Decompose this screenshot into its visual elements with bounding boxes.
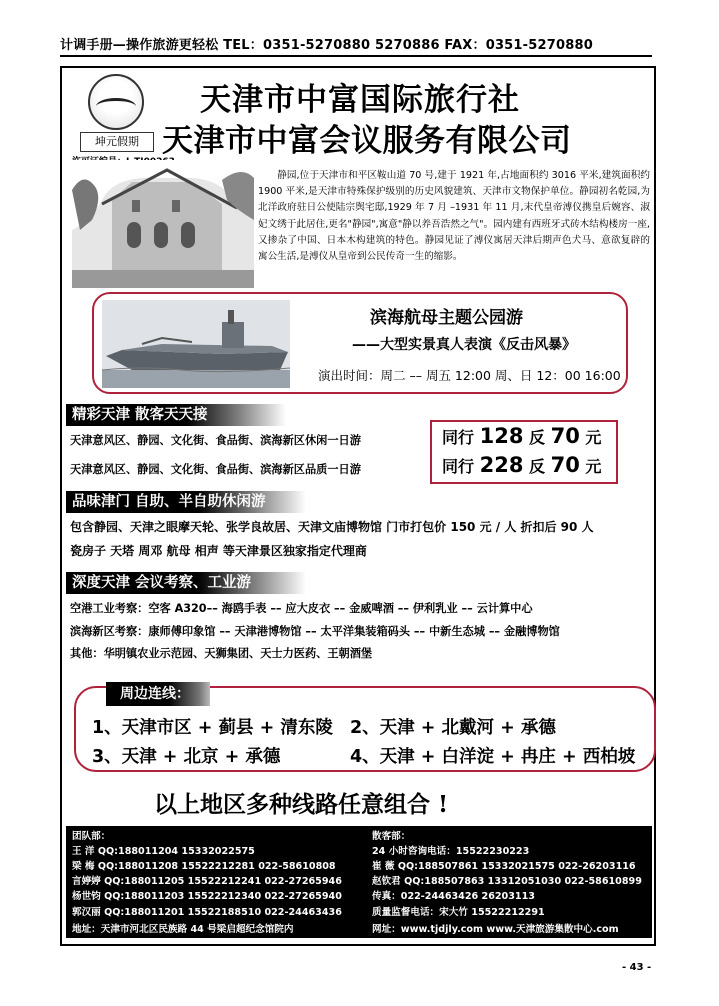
contact-row: 言婷婷 QQ:188011205 15522212241 022-27265946 <box>72 876 342 887</box>
contact-row: 王 洋 QQ:188011204 15332022575 <box>72 846 255 857</box>
quality-hotline: 质量监督电话：宋大竹 15522212291 <box>372 907 545 918</box>
company-title-1: 天津市中富国际旅行社 <box>200 82 520 118</box>
agent-line: 瓷房子 天塔 周邓 航母 相声 等天津景区独家指定代理商 <box>70 544 367 558</box>
jingyuan-photo <box>72 160 254 288</box>
section-heading-business-tours: 深度天津 会议考察、工业游 <box>66 572 306 594</box>
show-time: 演出时间：周二 –– 周五 12:00 周、日 12：00 16:00 <box>318 368 621 383</box>
tour-quality-line: 天津意风区、静园、文化街、食品街、滨海新区品质一日游 <box>70 463 361 476</box>
price-leisure: 同行 128 反 70 元 <box>442 424 602 448</box>
company-title-2: 天津市中富会议服务有限公司 <box>162 123 572 159</box>
page-number: - 43 - <box>622 962 652 973</box>
individual-dept-label: 散客部： <box>372 831 411 842</box>
section-heading-daily-tours: 精彩天津 散客天天接 <box>66 404 286 426</box>
contact-row: 梁 梅 QQ:188011208 15522212281 022-58610808 <box>72 861 336 872</box>
binhai-title: 滨海航母主题公园游 <box>370 308 523 328</box>
jingyuan-intro: 静园,位于天津市和平区鞍山道 70 号,建于 1921 年,占地面积约 3016 平米,建筑面积约 1900 平米,是天津市特殊保护级别的历史风貌建筑、天津市文物保护单位。静园初名乾园,为北洋政府驻日公使陆宗舆宅邸,1929 年 7 月 –1931 年 11 月,末代皇帝溥仪携皇后婉容、淑妃文绣于此居住,更名"静园",寓意"静以养吾浩然之气"。园内建有西班牙式砖木结构楼房一座,又掺杂了中国、日本木构建筑的特色。静园见证了溥仪寓居天津后期声色犬马、意欲复辟的寓公生活,是溥仪从皇帝到公民传奇一生的缩影。 <box>258 170 650 263</box>
fax: 传真：022-24463426 26203113 <box>372 891 535 902</box>
binhai-visit-line: 滨海新区考察：康师傅印象馆 –– 天津港博物馆 –– 太平洋集装箱码头 –– 中新生态城 –– 金融博物馆 <box>70 625 560 638</box>
section-heading-self-guided: 品味津门 自助、半自助休闲游 <box>66 491 306 513</box>
routes-tab: 周边连线： <box>106 682 210 706</box>
header-rule <box>60 55 652 57</box>
route-3: 3、天津 + 北京 + 承德 <box>92 747 281 767</box>
contact-row: 杨世钧 QQ:188011203 15522212340 022-27265940 <box>72 891 342 902</box>
package-line: 包含静园、天津之眼摩天轮、张学良故居、天津文庙博物馆 门市打包价 150 元 / 人 折扣后 90 人 <box>70 520 594 534</box>
binhai-subtitle: ——大型实景真人表演《反击风暴》 <box>352 337 576 353</box>
price-box <box>430 420 618 484</box>
team-dept-label: 团队部： <box>72 831 111 842</box>
price-quality: 同行 228 反 70 元 <box>442 453 602 477</box>
route-1: 1、天津市区 + 蓟县 + 清东陵 <box>92 718 333 738</box>
route-4: 4、天津 + 白洋淀 + 冉庄 + 西柏坡 <box>350 747 636 767</box>
slogan: 以上地区多种线路任意组合 ! <box>154 791 449 818</box>
other-visit-line: 其他：华明镇农业示范园、天狮集团、天士力医药、王朝酒堡 <box>70 647 373 660</box>
contact-row: 赵钦君 QQ:188507863 13312051030 022-58610899 <box>372 876 642 887</box>
route-2: 2、天津 + 北戴河 + 承德 <box>350 718 556 738</box>
page-header: 计调手册—操作旅游更轻松 TEL：0351-5270880 5270886 FAX：0351-5270880 <box>60 38 593 53</box>
company-logo <box>72 72 162 168</box>
aircraft-carrier-photo <box>102 300 290 388</box>
website[interactable]: 网址：www.tjdjly.com www.天津旅游集散中心.com <box>372 924 619 935</box>
contact-row: 郭汉丽 QQ:188011201 15522188510 022-24463436 <box>72 907 342 918</box>
hotline: 24 小时咨询电话：15522230223 <box>372 846 530 857</box>
airport-industry-line: 空港工业考察：空客 A320–– 海鸥手表 –– 应大皮衣 –– 金威啤酒 –– 伊利乳业 –– 云计算中心 <box>70 602 533 615</box>
address: 地址：天津市河北区民族路 44 号梁启超纪念馆院内 <box>72 924 294 935</box>
contact-panel <box>66 826 652 938</box>
logo-name: 坤元假期 <box>80 132 154 152</box>
logo-wave-icon <box>96 98 136 115</box>
contact-row: 崔 薇 QQ:188507861 15332021575 022-26203116 <box>372 861 636 872</box>
tour-leisure-line: 天津意风区、静园、文化街、食品街、滨海新区休闲一日游 <box>70 434 361 447</box>
